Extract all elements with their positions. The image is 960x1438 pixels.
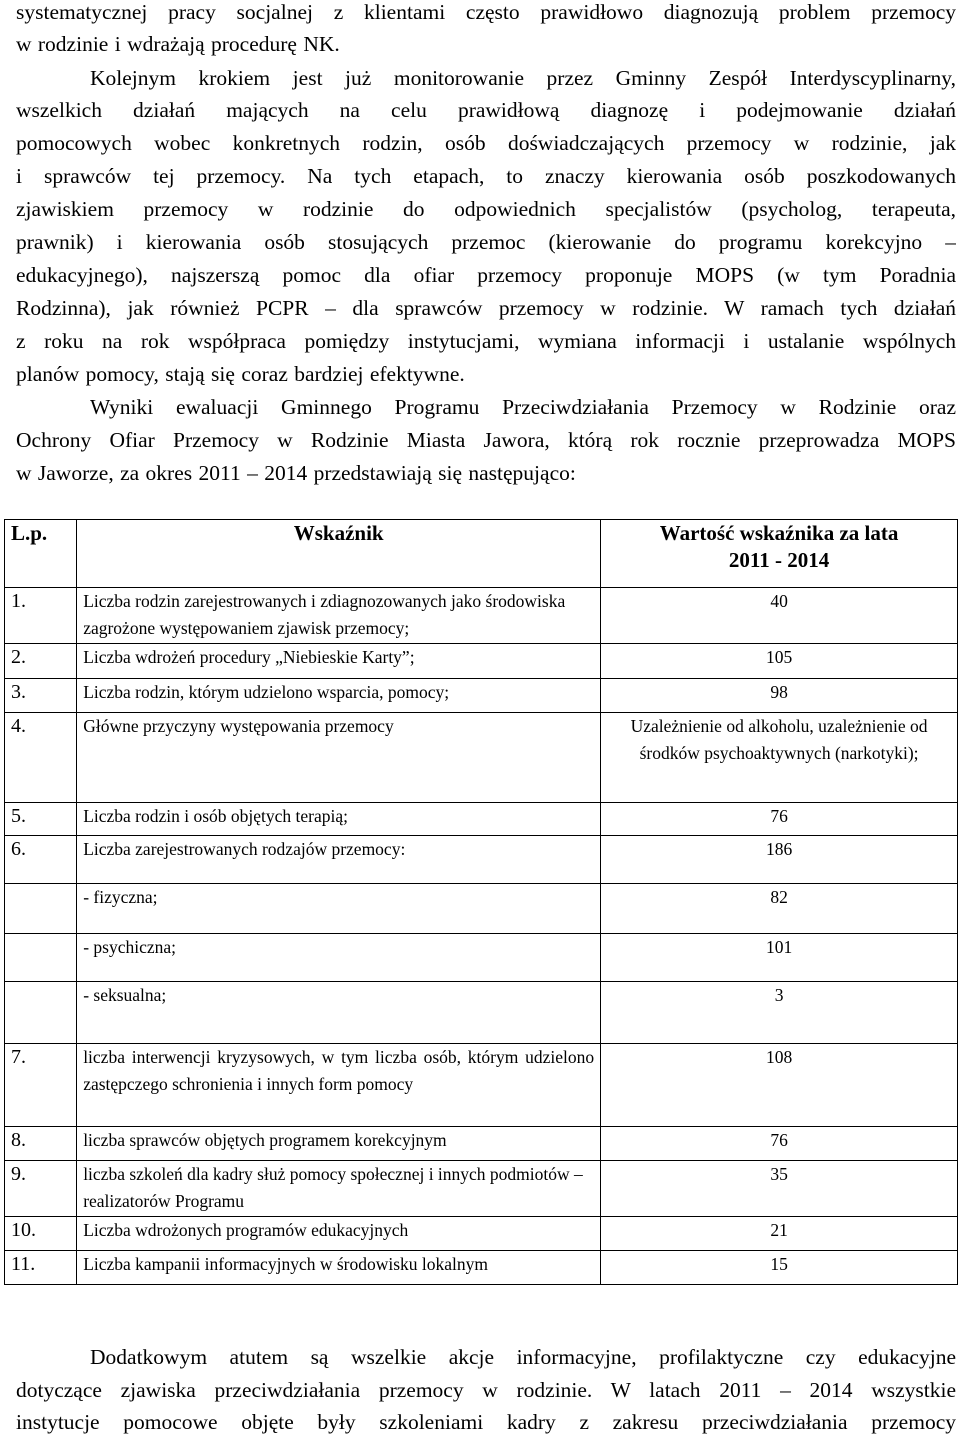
row-number: 2. bbox=[5, 644, 77, 679]
row-number: 5. bbox=[5, 803, 77, 836]
table-row bbox=[5, 644, 958, 679]
table-header-row bbox=[5, 520, 958, 588]
text-line: Ochrony Ofiar Przemocy w Rodzinie Miasta Jawora, którą rok rocznie przeprowadza MOPS bbox=[16, 428, 956, 452]
row-indicator: - fizyczna; bbox=[77, 884, 601, 934]
row-value: 3 bbox=[601, 982, 958, 1044]
text-line: z roku na rok współpraca pomiędzy instytucjami, wymiana informacji i ustalanie wspólnych bbox=[16, 329, 956, 353]
row-number: 7. bbox=[5, 1044, 77, 1127]
text-line: w Jaworze, za okres 2011 – 2014 przedstawiają się następująco: bbox=[16, 461, 576, 485]
table-row bbox=[5, 1161, 958, 1217]
table-row bbox=[5, 1127, 958, 1161]
text-line: instytucje pomocowe objęte były szkoleniami kadry z zakresu przeciwdziałania przemocy bbox=[16, 1410, 956, 1434]
header-indicator: Wskaźnik bbox=[77, 520, 601, 588]
row-number: 11. bbox=[5, 1251, 77, 1285]
row-value: 108 bbox=[601, 1044, 958, 1127]
text-line: Rodzinna), jak również PCPR – dla sprawców przemocy w rodzinie. W ramach tych działań bbox=[16, 296, 956, 320]
indicator-table bbox=[4, 519, 958, 1285]
row-indicator: Główne przyczyny występowania przemocy bbox=[77, 713, 601, 803]
row-indicator: Liczba rodzin zarejestrowanych i zdiagnozowanych jako środowiska zagrożone występowaniem zjawisk przemocy; bbox=[77, 588, 601, 644]
row-value: 186 bbox=[601, 836, 958, 884]
row-number: 9. bbox=[5, 1161, 77, 1217]
row-value: 40 bbox=[601, 588, 958, 644]
row-number: 8. bbox=[5, 1127, 77, 1161]
text-line: edukacyjnego), najszerszą pomoc dla ofiar przemocy proponuje MOPS (w tym Poradnia bbox=[16, 263, 956, 287]
table-row bbox=[5, 679, 958, 713]
row-indicator: Liczba rodzin i osób objętych terapią; bbox=[77, 803, 601, 836]
row-value: 15 bbox=[601, 1251, 958, 1285]
row-number bbox=[5, 884, 77, 934]
text-line: zjawiskiem przemocy w rodzinie do odpowiednich specjalistów (psycholog, terapeuta, bbox=[16, 197, 956, 221]
table-row bbox=[5, 713, 958, 803]
row-value: 98 bbox=[601, 679, 958, 713]
text-line: systematycznej pracy socjalnej z klientami często prawidłowo diagnozują problem przemocy bbox=[16, 0, 956, 24]
text-line: pomocowych wobec konkretnych rodzin, osób doświadczających przemocy w rodzinie, jak bbox=[16, 131, 956, 155]
row-value: 101 bbox=[601, 934, 958, 982]
text-line: dotyczące zjawiska przeciwdziałania przemocy w rodzinie. W latach 2011 – 2014 wszystkie bbox=[16, 1378, 956, 1402]
row-indicator: Liczba rodzin, którym udzielono wsparcia, pomocy; bbox=[77, 679, 601, 713]
row-number: 4. bbox=[5, 713, 77, 803]
text-line: Wyniki ewaluacji Gminnego Programu Przeciwdziałania Przemocy w Rodzinie oraz bbox=[90, 395, 956, 419]
row-value: 76 bbox=[601, 803, 958, 836]
row-value: 105 bbox=[601, 644, 958, 679]
header-lp: L.p. bbox=[5, 520, 77, 588]
text-line: Dodatkowym atutem są wszelkie akcje informacyjne, profilaktyczne czy edukacyjne bbox=[90, 1345, 956, 1369]
header-value bbox=[601, 520, 958, 588]
row-indicator: Liczba wdrożonych programów edukacyjnych bbox=[77, 1217, 601, 1251]
row-indicator: liczba sprawców objętych programem korekcyjnym bbox=[77, 1127, 601, 1161]
table-subrow bbox=[5, 884, 958, 934]
row-indicator: - psychiczna; bbox=[77, 934, 601, 982]
table-row bbox=[5, 1251, 958, 1285]
row-indicator: liczba interwencji kryzysowych, w tym liczba osób, którym udzielono zastępczego schronienia i innych form pomocy bbox=[77, 1044, 601, 1127]
row-value: Uzależnienie od alkoholu, uzależnienie od środków psychoaktywnych (narkotyki); bbox=[601, 713, 958, 803]
row-number: 1. bbox=[5, 588, 77, 644]
table-row bbox=[5, 836, 958, 884]
table-row bbox=[5, 1217, 958, 1251]
row-value: 35 bbox=[601, 1161, 958, 1217]
text-line: w rodzinie i wdrażają procedurę NK. bbox=[16, 32, 340, 56]
text-line: wszelkich działań mających na celu prawidłową diagnozę i podejmowanie działań bbox=[16, 98, 956, 122]
table-row bbox=[5, 588, 958, 644]
row-number: 6. bbox=[5, 836, 77, 884]
row-indicator: Liczba zarejestrowanych rodzajów przemocy: bbox=[77, 836, 601, 884]
text-line: planów pomocy, stają się coraz bardziej efektywne. bbox=[16, 362, 465, 386]
row-number bbox=[5, 934, 77, 982]
row-indicator: Liczba wdrożeń procedury „Niebieskie Karty”; bbox=[77, 644, 601, 679]
row-indicator: - seksualna; bbox=[77, 982, 601, 1044]
row-indicator: liczba szkoleń dla kadry służ pomocy społecznej i innych podmiotów – realizatorów Programu bbox=[77, 1161, 601, 1217]
row-indicator: Liczba kampanii informacyjnych w środowisku lokalnym bbox=[77, 1251, 601, 1285]
row-value: 82 bbox=[601, 884, 958, 934]
table-subrow bbox=[5, 934, 958, 982]
table-subrow bbox=[5, 982, 958, 1044]
row-value: 76 bbox=[601, 1127, 958, 1161]
row-number bbox=[5, 982, 77, 1044]
text-line: prawnik) i kierowania osób stosujących przemoc (kierowanie do programu korekcyjno – bbox=[16, 230, 956, 254]
row-number: 10. bbox=[5, 1217, 77, 1251]
row-value: 21 bbox=[601, 1217, 958, 1251]
table-row bbox=[5, 1044, 958, 1127]
row-number: 3. bbox=[5, 679, 77, 713]
header-value-years: 2011 - 2014 bbox=[728, 548, 830, 572]
text-line: i sprawców tej przemocy. Na tych etapach, to znaczy kierowania osób poszkodowanych bbox=[16, 164, 956, 188]
header-value-title: Wartość wskaźnika za lata bbox=[659, 521, 899, 545]
text-line: Kolejnym krokiem jest już monitorowanie przez Gminny Zespół Interdyscyplinarny, bbox=[90, 66, 956, 90]
table-row bbox=[5, 803, 958, 836]
